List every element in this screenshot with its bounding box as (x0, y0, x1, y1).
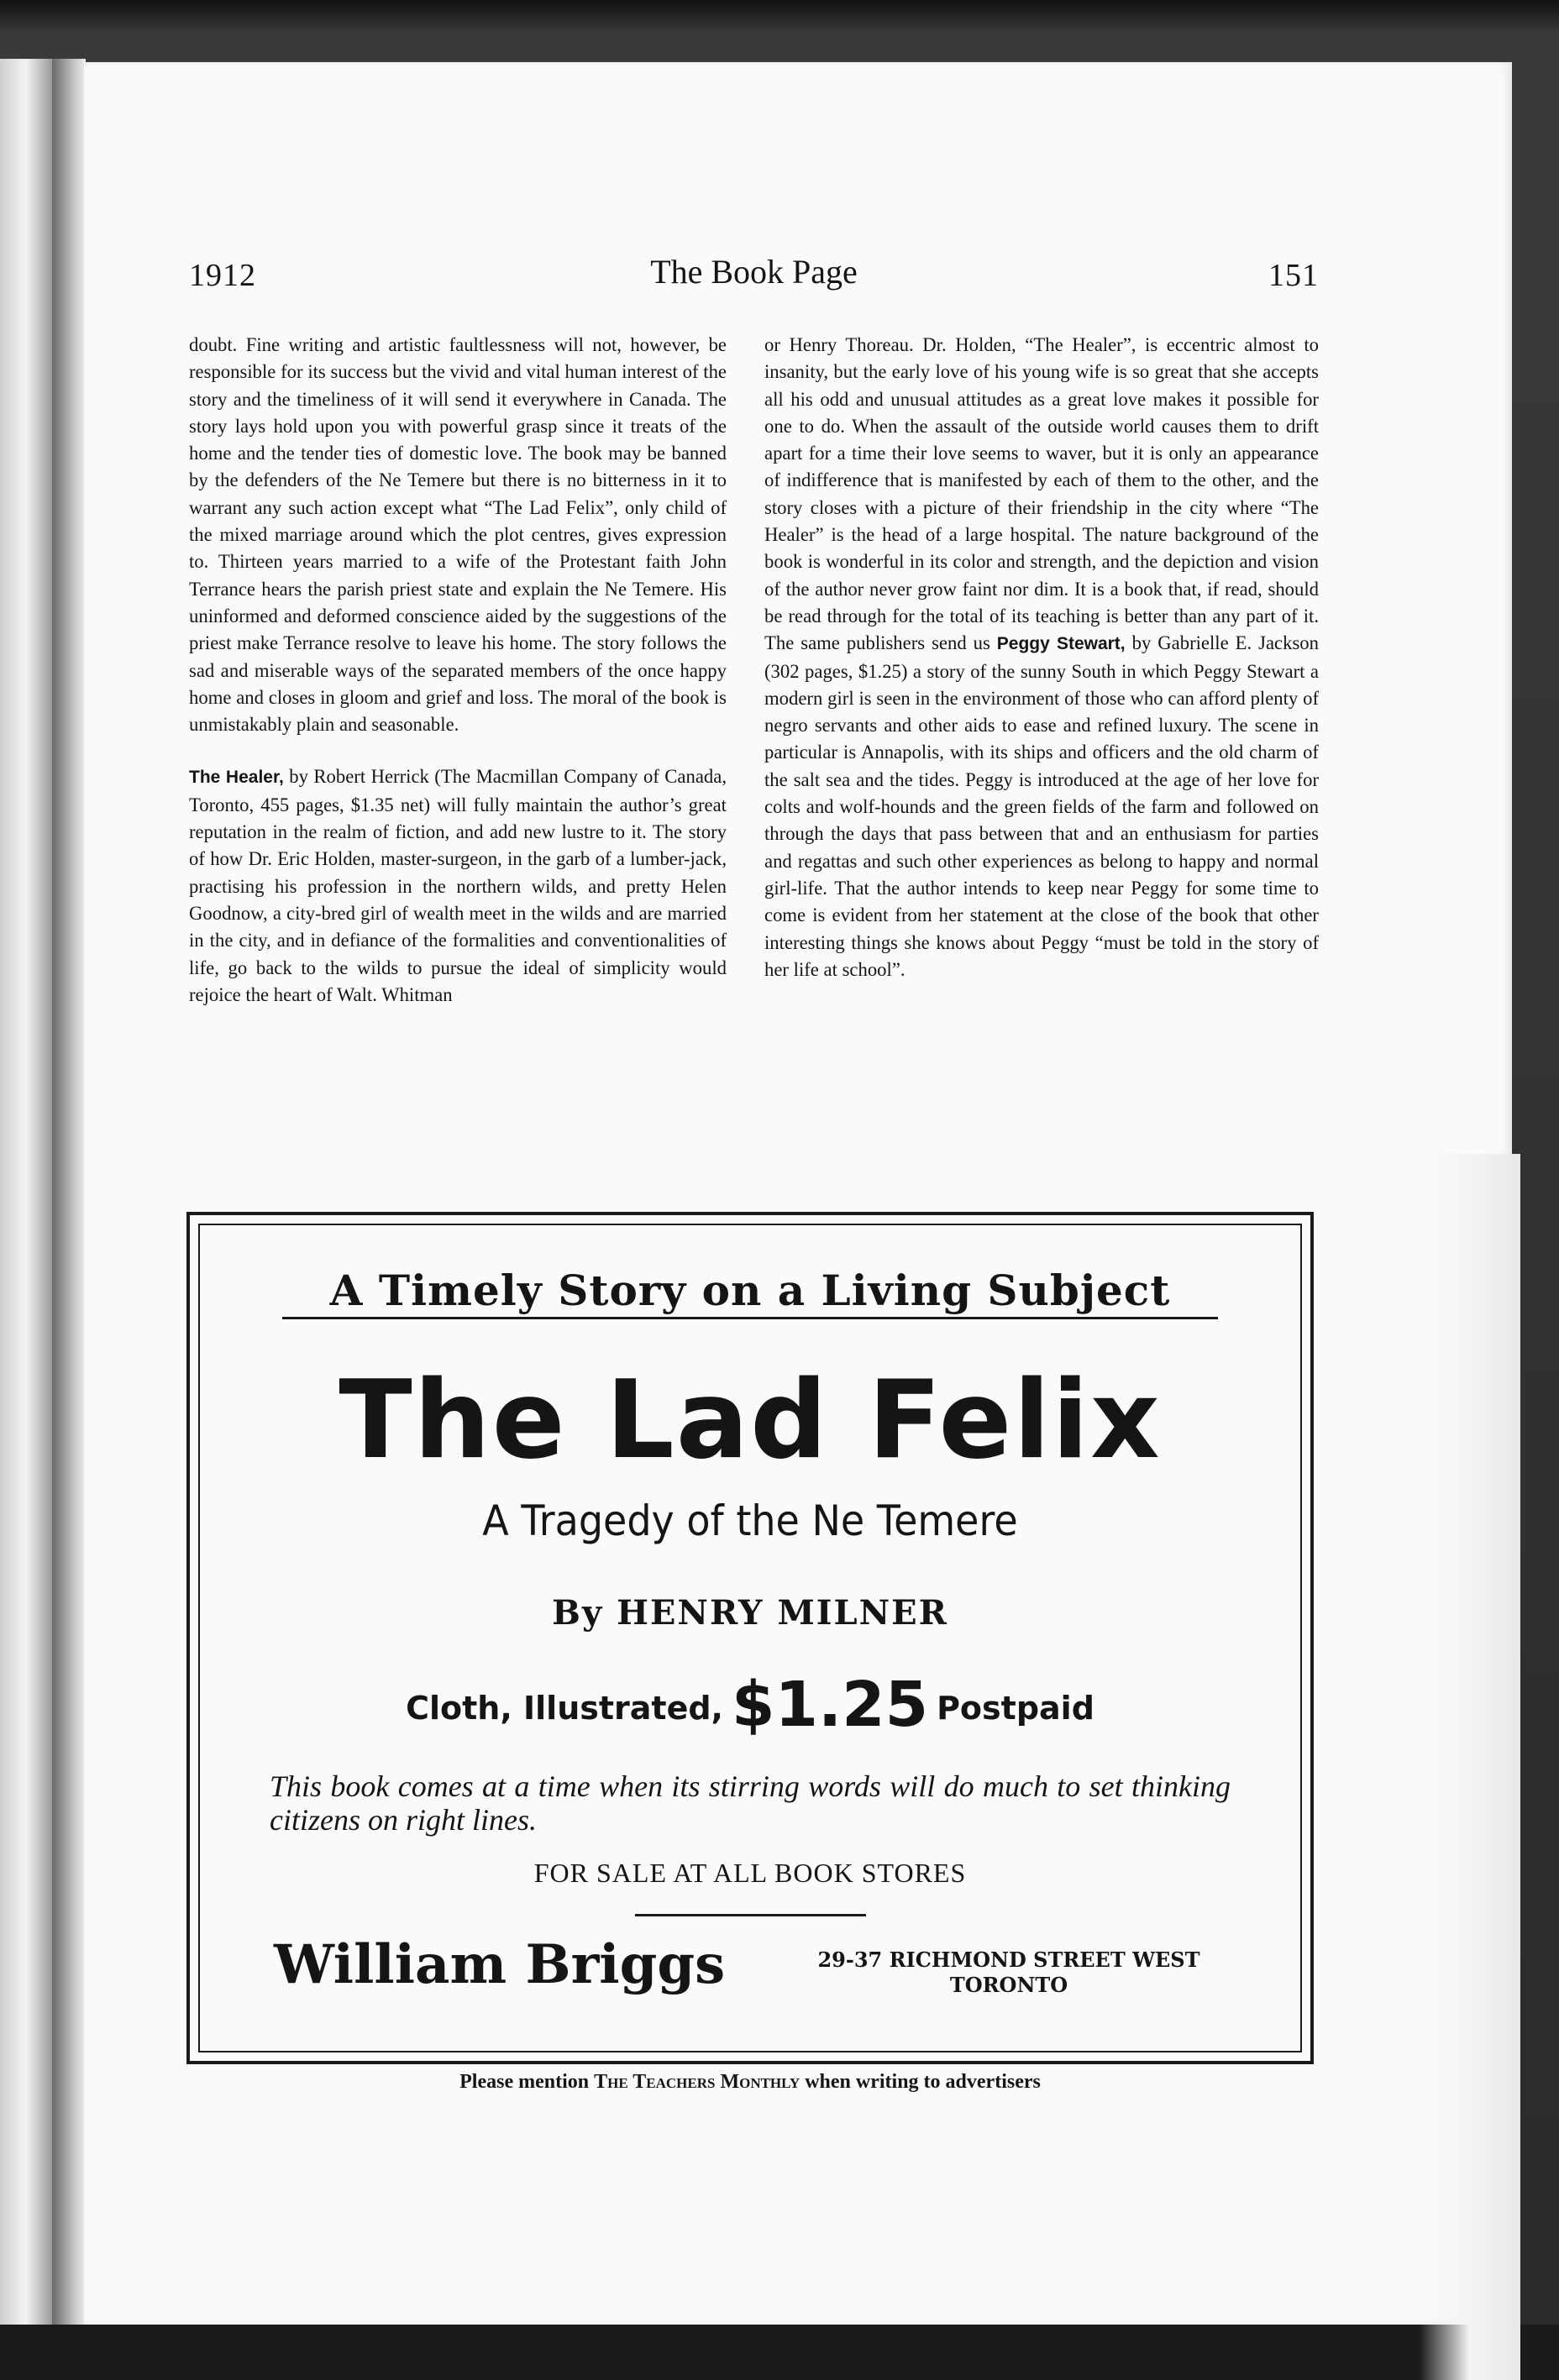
ad-book-subtitle: A Tragedy of the Ne Temere (482, 1497, 1018, 1545)
page-number: 151 (1268, 258, 1319, 293)
page-torn-edge (1420, 1154, 1520, 2380)
footer-magazine: The Teachers Monthly (594, 2071, 800, 2093)
book-title-the-healer: The Healer, (189, 768, 284, 788)
header-year: 1912 (189, 258, 256, 293)
ad-price-prefix: Cloth, Illustrated, (406, 1690, 723, 1727)
review-the-healer-paragraph (189, 763, 727, 1009)
footer-post: when writing to advertisers (800, 2071, 1041, 2093)
ad-book-title: The Lad Felix (339, 1358, 1162, 1483)
ad-address-city: TORONTO (949, 1973, 1068, 1997)
ad-blurb: This book comes at a time when its stirring words will do much to set thinking citizens on right lines. (270, 1769, 1231, 1837)
ad-publisher: William Briggs (274, 1933, 726, 1996)
review-right-text-b: by Gabrielle E. Jackson (302 pages, $1.25) a story of the sunny South in which Peggy Stewart a modern girl is seen in the environment of those who can afford plenty of negro servants and other aids to ease and refined luxury. The scene in particular is Annapolis, with its ships and officers and the old charm of the salt sea and the tides. Peggy is introduced at the age of her love for colts and wolf-hounds and the green fields of the farm and followed on through the days that pass between that and an enthusiasm for parties and regattas and such other experiences as belong to happy and normal girl-life. That the author intends to keep near Peggy for some time to come is evident from her statement at the close of the book that other interesting things she knows about Peggy “must be told in the story of her life at school”. (764, 632, 1319, 980)
footer-pre: Please mention (459, 2071, 595, 2093)
book-title-peggy-stewart: Peggy Stewart, (996, 634, 1126, 654)
footer-note (186, 2071, 1314, 2094)
ad-price: $1.25 (732, 1669, 929, 1741)
ad-publisher-address (799, 1948, 1219, 1998)
running-header (189, 252, 1319, 302)
facing-page-edge (0, 59, 52, 2325)
review-the-healer-text: by Robert Herrick (The Macmillan Company of Canada, Toronto, 455 pages, $1.35 net) will fully maintain the author’s great reputation in the realm of fiction, and add new lustre to it. The story of how Dr. Eric Holden, master-surgeon, in the garb of a lumber-jack, practising his profession in the northern wilds, and pretty Helen Goodnow, a city-bred girl of wealth meet in the wilds and are married in the city, and in defiance of the formalities and conventionalities of life, go back to the wilds to pursue the ideal of simplicity would rejoice the heart of Walt. Whitman (189, 766, 727, 1005)
review-continuation-paragraph: doubt. Fine writing and artistic faultlessness will not, however, be responsible for its success but the vivid and vital human interest of the story and the timeliness of it will send it everywhere in Canada. The story lays hold upon you with powerful grasp since it treats of the home and the tender ties of domestic love. The book may be banned by the defenders of the Ne Temere but there is no bitterness in it to warrant any such action except what “The Lad Felix”, only child of the mixed marriage around which the plot centres, gives expression to. Thirteen years married to a wife of the Protestant faith John Terrance hears the parish priest state and explain the Ne Temere. His uninformed and deformed conscience aided by the suggestions of the priest make Terrance resolve to leave his home. The story follows the sad and miserable ways of the separated members of the once happy home and closes in gloom and grief and loss. The moral of the book is unmistakably plain and seasonable. (189, 334, 727, 736)
ad-price-line (190, 1669, 1310, 1741)
advertisement-box (186, 1212, 1314, 2064)
ad-sale-notice: FOR SALE AT ALL BOOK STORES (533, 1858, 967, 1888)
ad-price-suffix: Postpaid (937, 1690, 1094, 1727)
review-right-paragraph (764, 332, 1319, 983)
ad-author: By HENRY MILNER (552, 1593, 948, 1633)
right-column (764, 332, 1319, 983)
left-column (189, 332, 727, 1009)
ad-divider (635, 1914, 866, 1916)
advertisement-inner-border (198, 1224, 1302, 2052)
ad-address-street: 29-37 RICHMOND STREET WEST (817, 1948, 1200, 1972)
ad-headline: A Timely Story on a Living Subject (282, 1266, 1218, 1319)
book-gutter (52, 59, 86, 2325)
review-right-text-a: or Henry Thoreau. Dr. Holden, “The Healer”, is eccentric almost to insanity, but the early love of his young wife is so great that she accepts all his odd and unusual attitudes as a great love makes it possible for one to do. When the assault of the outside world causes them to drift apart for a time their love seems to waver, but it is only an appearance of indifference that is manifested by each of them to the other, and the story closes with a picture of their friendship in the city where “The Healer” is the head of a large hospital. The nature background of the book is wonderful in its color and strength, and the depiction and vision of the author never grow faint nor dim. It is a book that, if read, should be read through for the total of its teaching is better than any part of it. The same publishers send us (764, 334, 1319, 654)
header-title: The Book Page (650, 253, 858, 291)
